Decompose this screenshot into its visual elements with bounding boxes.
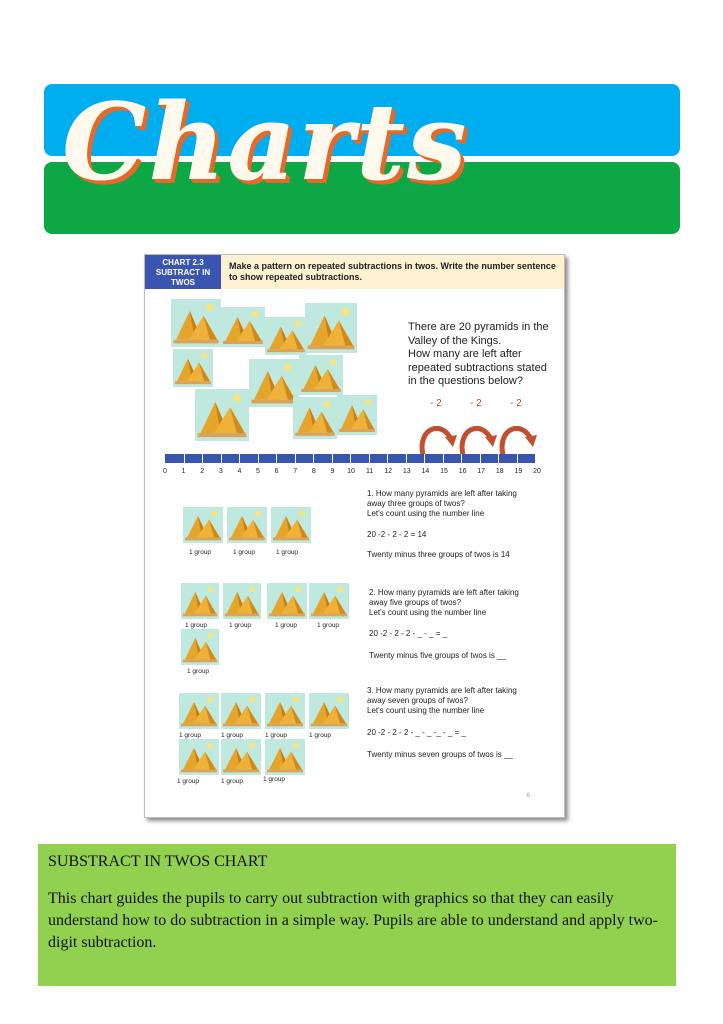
number-line-divider [461, 454, 462, 463]
instruction-box: Make a pattern on repeated subtractions in twos. Write the number sentence to show repeated subtractions. [221, 255, 564, 289]
pyramid-icon [299, 355, 343, 395]
pyramid-icon [179, 739, 219, 775]
description-box [38, 844, 676, 986]
group-label: 1 group [263, 776, 286, 783]
number-line-divider [313, 454, 314, 463]
pyramid-icon [227, 507, 267, 543]
number-line-tick-label: 3 [218, 468, 223, 475]
number-line-tick-label: 10 [347, 468, 355, 475]
number-line-tick-label: 5 [256, 468, 260, 475]
group-label: 1 group [185, 622, 208, 629]
story-line-2: Valley of the Kings. [408, 334, 502, 347]
pyramid-icon [271, 507, 311, 543]
minus-two-label: - 2 [510, 398, 522, 409]
pyramid-icon [183, 507, 223, 543]
number-line-divider [295, 454, 296, 463]
story-text [408, 321, 558, 389]
pyramid-icon [195, 389, 249, 441]
question-3-line-3: Let's count using the number line [367, 706, 485, 715]
pyramid-icon [249, 359, 299, 407]
number-line-divider [332, 454, 333, 463]
number-line-tick-label: 1 [181, 468, 186, 475]
number-line-tick-label: 2 [200, 468, 205, 475]
number-line-divider [239, 454, 240, 463]
question-2-line-3: Let's count using the number line [369, 608, 487, 617]
minus-two-label: - 2 [430, 398, 442, 409]
pyramid-icon [221, 693, 261, 729]
pyramid-icon [221, 307, 265, 347]
pyramid-icon [181, 629, 219, 665]
group-label: 1 group [187, 668, 210, 675]
pyramid-icon [309, 583, 349, 619]
question-1-line-2: away three groups of twos? [367, 499, 465, 508]
number-line-divider [350, 454, 351, 463]
group-label: 1 group [309, 732, 332, 739]
number-line-divider [387, 454, 388, 463]
group-label: 1 group [276, 549, 299, 556]
story-line-4: repeated subtractions stated [408, 361, 547, 374]
number-line-tick-label: 12 [384, 468, 393, 475]
number-line-bar [165, 454, 535, 463]
number-line-divider [498, 454, 499, 463]
question-3-sentence: 20 -2 - 2 - 2 - _ - _ -_ - _ = _ [367, 728, 466, 737]
number-line-tick-label: 14 [421, 468, 430, 475]
description-title: SUBSTRACT IN TWOS CHART [48, 853, 268, 870]
number-line-tick-label: 18 [495, 468, 504, 475]
number-line-tick-label: 13 [402, 468, 411, 475]
pyramid-icon [293, 397, 337, 439]
chart-code-line-3: TWOS [171, 278, 195, 287]
page-number: 6 [526, 793, 530, 799]
group-label: 1 group [233, 549, 256, 556]
number-line-labels [145, 468, 564, 480]
number-line-divider [424, 454, 425, 463]
question-2-text [369, 588, 519, 618]
question-1-line-1: 1. How many pyramids are left after taking [367, 489, 517, 498]
pyramid-icon [171, 299, 221, 347]
chart-code-line-2: SUBTRACT IN [155, 268, 211, 277]
worksheet-image [144, 254, 565, 818]
number-line-tick-label: 6 [274, 468, 279, 475]
group-label: 1 group [179, 732, 202, 739]
group-label: 1 group [229, 622, 252, 629]
group-label: 1 group [189, 549, 212, 556]
number-line-tick-label: 9 [330, 468, 335, 475]
question-3-answer: Twenty minus seven groups of twos is __ [367, 750, 513, 759]
group-label: 1 group [317, 622, 340, 629]
pyramid-icon [309, 693, 349, 729]
pyramid-icon [265, 693, 305, 729]
number-line-tick-label: 20 [533, 468, 541, 475]
number-line-tick-label: 8 [311, 468, 316, 475]
group-label: 1 group [275, 622, 298, 629]
question-2-line-1: 2. How many pyramids are left after taking [369, 588, 519, 597]
pyramid-icon [223, 583, 261, 619]
pyramid-icon [265, 739, 305, 775]
jump-arrows-icon [413, 409, 543, 459]
number-line-divider [517, 454, 518, 463]
chart-code-line-1: CHART 2.3 [162, 258, 204, 267]
group-label: 1 group [265, 732, 288, 739]
group-label: 1 group [221, 778, 244, 785]
pyramid-icon [305, 303, 357, 353]
description-body: This chart guides the pupils to carry out subtraction with graphics so that they can easily understand how to do subtraction in a simple way. Pupils are able to understand and apply two-digit subtraction. [48, 890, 658, 951]
number-line-tick-label: 19 [514, 468, 523, 475]
number-line-tick-label: 0 [163, 468, 167, 475]
number-line-tick-label: 17 [477, 468, 486, 475]
pyramid-icon [173, 349, 213, 387]
question-2-answer: Twenty minus five groups of twos is __ [369, 651, 506, 660]
pyramid-icon [267, 583, 307, 619]
question-1-answer: Twenty minus three groups of twos is 14 [367, 550, 510, 559]
question-2-line-2: away five groups of twos? [369, 598, 462, 607]
number-line-tick-label: 7 [293, 468, 298, 475]
question-1-line-3: Let's count using the number line [367, 509, 485, 518]
banner-title: Charts [62, 79, 469, 204]
number-line-tick-label: 16 [458, 468, 467, 475]
story-line-1: There are 20 pyramids in the [408, 321, 549, 333]
question-3-line-1: 3. How many pyramids are left after taking [367, 686, 517, 695]
story-line-3: How many are left after [408, 348, 522, 360]
group-label: 1 group [177, 778, 200, 785]
pyramid-icon [265, 317, 307, 355]
number-line-divider [221, 454, 222, 463]
number-line-divider [369, 454, 370, 463]
number-line-divider [202, 454, 203, 463]
question-3-line-2: away seven groups of twos? [367, 696, 468, 705]
number-line-divider [258, 454, 259, 463]
chart-code-box [145, 255, 221, 289]
number-line-divider [184, 454, 185, 463]
pyramid-icon [337, 395, 377, 435]
question-1-text [367, 489, 517, 519]
number-line-divider [406, 454, 407, 463]
minus-two-label: - 2 [470, 398, 482, 409]
pyramid-icon [181, 583, 219, 619]
number-line-divider [443, 454, 444, 463]
number-line-tick-label: 15 [440, 468, 448, 475]
question-2-sentence: 20 -2 - 2 - 2 - _ - _ = _ [369, 629, 448, 638]
number-line-tick-label: 4 [237, 468, 242, 475]
pyramid-icon [221, 739, 261, 775]
number-line-tick-label: 11 [365, 468, 374, 475]
pyramid-icon [179, 693, 219, 729]
story-line-5: in the questions below? [408, 375, 523, 387]
number-line-divider [276, 454, 277, 463]
group-label: 1 group [221, 732, 244, 739]
question-3-text [367, 686, 517, 716]
question-1-sentence: 20 -2 - 2 - 2 = 14 [367, 530, 427, 539]
number-line-divider [480, 454, 481, 463]
